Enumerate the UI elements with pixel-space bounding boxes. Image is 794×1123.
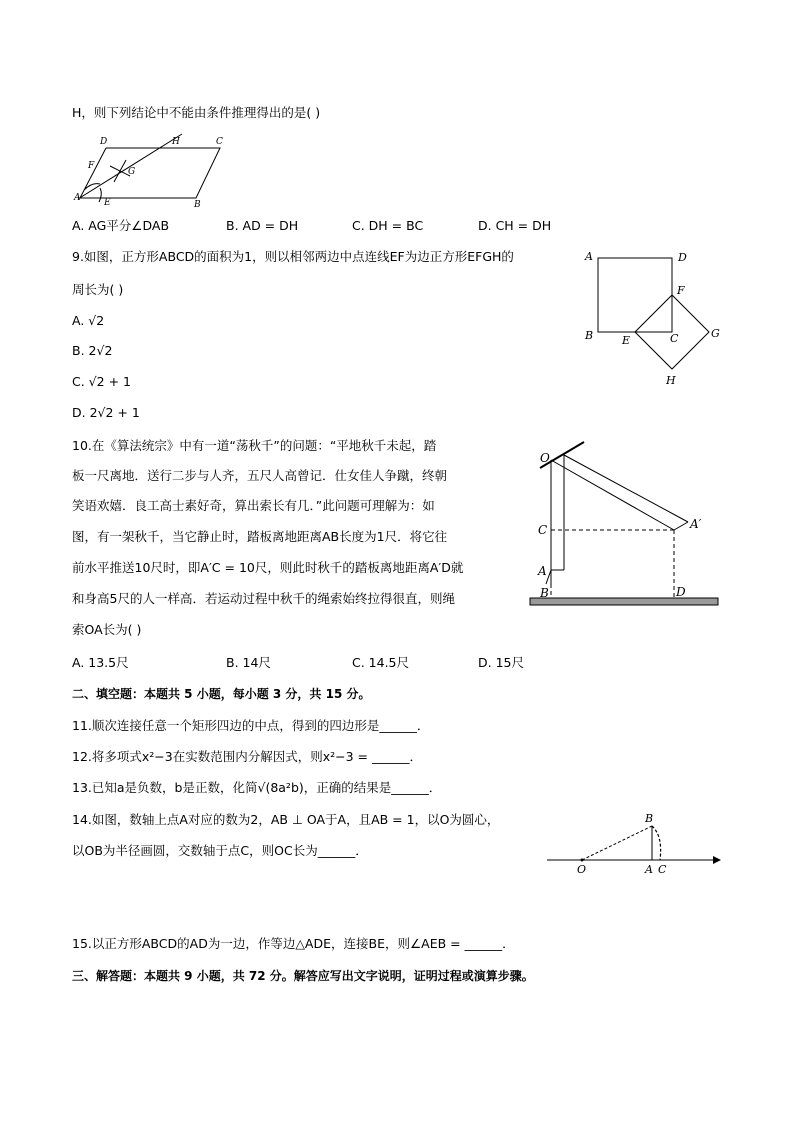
q13-stem: 13.已知a是负数，b是正数，化简√(8a²b)，正确的结果是______．	[72, 780, 442, 795]
q8-label-d: D	[100, 137, 108, 147]
section-fill-in-heading: 二、填空题：本题共 5 小题，每小题 3 分，共 15 分。	[72, 687, 371, 701]
section-answer-heading: 三、解答题：本题共 9 小题，共 72 分。解答应写出文字说明，证明过程或演算步骤。	[72, 969, 534, 983]
q9-option-a[interactable]: A. √2	[72, 313, 105, 328]
q14-stem-line2: 以OB为半径画圆，交数轴于点C，则OC长为______．	[72, 843, 368, 858]
q9-label-g: G	[711, 327, 720, 340]
q10-label-c: C	[538, 523, 548, 537]
q10-stem-line3: 笑语欢嬉．良工高士素好奇，算出索长有几．”此问题可理解为：如	[72, 498, 435, 513]
q10-option-d[interactable]: D. 15尺	[478, 655, 524, 670]
q10-stem-line7: 索OA长为( )	[72, 622, 142, 637]
q10-label-b: B	[540, 586, 549, 600]
q8-option-d[interactable]: D. CH = DH	[478, 218, 552, 233]
q10-stem-line5: 前水平推送10尺时，即A′C = 10尺，则此时秋千的踏板离地距离A′D就	[72, 560, 464, 575]
q14-label-a: A	[645, 863, 653, 876]
q9-label-f: F	[677, 284, 685, 297]
q14-label-o: O	[577, 863, 587, 876]
q10-swing-figure	[528, 438, 724, 612]
q12-stem: 12.将多项式x²−3在实数范围内分解因式，则x²−3 = ______．	[72, 749, 422, 764]
q10-label-o: O	[540, 451, 550, 465]
q9-option-c[interactable]: C. √2 + 1	[72, 374, 131, 389]
q8-option-b[interactable]: B. AD = DH	[226, 218, 299, 233]
q8-option-a[interactable]: A. AG平分∠DAB	[72, 218, 170, 233]
q9-square-figure	[578, 246, 728, 394]
q10-label-a: A	[538, 564, 547, 578]
q10-stem-line6: 和身高5尺的人一样高．若运动过程中秋千的绳索始终拉得很直，则绳	[72, 591, 455, 606]
q9-label-b: B	[585, 329, 594, 342]
q8-label-f: F	[88, 161, 95, 171]
q9-label-d: D	[678, 251, 687, 264]
q10-label-d: D	[676, 585, 686, 599]
q10-option-a[interactable]: A. 13.5尺	[72, 655, 129, 670]
q9-option-b[interactable]: B. 2√2	[72, 343, 113, 358]
q8-stem-tail: H，则下列结论中不能由条件推理得出的是( )	[72, 105, 321, 120]
q9-label-e: E	[622, 334, 631, 347]
q14-label-c: C	[658, 863, 667, 876]
q8-option-c[interactable]: C. DH = BC	[352, 218, 424, 233]
q9-stem-line1: 9.如图，正方形ABCD的面积为1，则以相邻两边中点连线EF为边正方形EFGH的	[72, 249, 514, 264]
q9-label-a: A	[585, 250, 593, 263]
q9-stem-line2: 周长为( )	[72, 282, 124, 297]
q8-label-e: E	[104, 198, 111, 208]
q10-stem-line2: 板一尺离地．送行二步与人齐，五尺人高曾记．仕女佳人争蹴，终朝	[72, 468, 448, 483]
q8-parallelogram-figure	[70, 132, 230, 210]
q10-stem-line4: 图，有一架秋千，当它静止时，踏板离地距离AB长度为1尺．将它往	[72, 529, 448, 544]
q10-option-c[interactable]: C. 14.5尺	[352, 655, 410, 670]
q10-option-b[interactable]: B. 14尺	[226, 655, 271, 670]
q10-stem-line1: 10.在《算法统宗》中有一道“荡秋千”的问题：“平地秋千未起，踏	[72, 438, 437, 453]
q8-label-b: B	[194, 200, 201, 210]
q8-label-a: A	[74, 193, 81, 203]
q8-label-h: H	[172, 137, 180, 147]
q14-label-b: B	[645, 812, 654, 825]
q14-stem-line1: 14.如图，数轴上点A对应的数为2，AB ⊥ OA于A，且AB = 1，以O为圆心，	[72, 812, 500, 827]
q11-stem: 11.顺次连接任意一个矩形四边的中点，得到的四边形是______．	[72, 718, 430, 733]
q8-label-c: C	[216, 137, 223, 147]
q8-label-g: G	[128, 167, 136, 177]
q15-stem: 15.以正方形ABCD的AD为一边，作等边△ADE，连接BE，则∠AEB = ______．	[72, 936, 515, 951]
q10-label-a-prime: A′	[690, 517, 702, 531]
q14-number-line-figure	[545, 810, 723, 878]
q9-label-c: C	[670, 332, 679, 345]
q9-option-d[interactable]: D. 2√2 + 1	[72, 405, 140, 420]
q9-label-h: H	[666, 374, 676, 387]
